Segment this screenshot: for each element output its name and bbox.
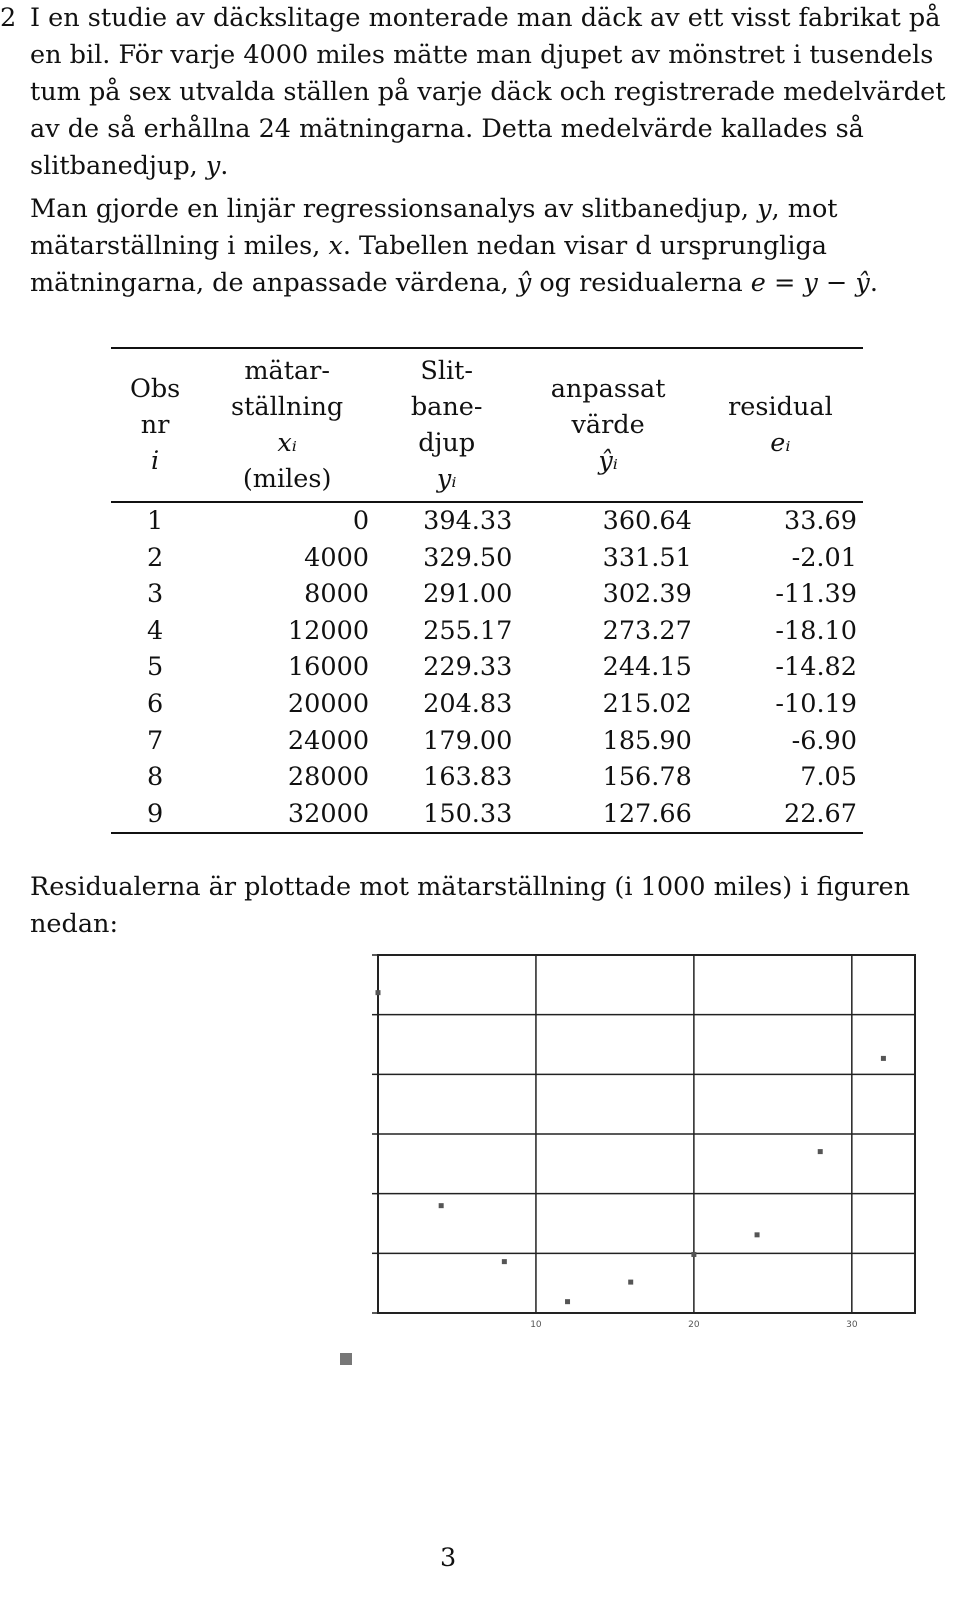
data-point (502, 1259, 507, 1264)
fitted-cell: 185.90 (602, 725, 692, 756)
table-row (111, 649, 863, 686)
table-row (111, 723, 863, 760)
header-obs: Obs nr i (129, 374, 181, 476)
problem-intro-paragraph: I en studie av däckslitage monterade man däck av ett visst fabrikat på en bil. För varje 4000 miles mätte man djupet av mönstret i tusendels tum på sex utvalda ställen på varje däck och registrerade medelvärdet av de så erhållna 24 mätningarna. Detta medelvärde kallades så slitbanedjup, y. (30, 3, 946, 181)
residual-cell: -2.01 (791, 542, 857, 573)
mileage-cell: 12000 (287, 615, 370, 646)
residual-cell: -11.39 (775, 579, 857, 610)
fitted-cell: 156.78 (602, 762, 692, 793)
data-point (691, 1252, 696, 1257)
fitted-cell: 244.15 (602, 652, 692, 683)
residual-cell: -18.10 (775, 615, 857, 646)
plot-intro-paragraph: Residualerna är plottade mot mätarställning (i 1000 miles) i figuren nedan: (30, 872, 911, 939)
mileage-cell: 32000 (287, 798, 370, 829)
data-point (376, 990, 381, 995)
tread-depth-cell: 291.00 (423, 579, 513, 610)
data-point (755, 1232, 760, 1237)
mileage-cell: 8000 (304, 579, 370, 610)
obs-cell: 8 (147, 762, 164, 793)
obs-cell: 3 (147, 579, 164, 610)
x-tick-label: 30 (846, 1320, 858, 1330)
tread-depth-cell: 150.33 (423, 798, 513, 829)
obs-cell: 1 (147, 506, 164, 536)
tread-depth-cell: 204.83 (423, 688, 513, 719)
table-header-row (111, 348, 863, 502)
header-tread-depth: Slit- bane- djup yᵢ (410, 356, 483, 494)
mileage-cell: 0 (352, 506, 370, 536)
question-number: 2 (0, 3, 17, 33)
header-residual: residual eᵢ (728, 392, 833, 458)
header-mileage: mätar- ställning xᵢ (miles) (231, 356, 344, 494)
table-row (111, 502, 863, 540)
x-tick-label: 10 (530, 1320, 542, 1330)
obs-cell: 9 (147, 798, 164, 829)
data-point (628, 1280, 633, 1285)
table-row (111, 540, 863, 577)
tread-depth-cell: 179.00 (423, 725, 513, 756)
mileage-cell: 4000 (304, 542, 370, 573)
data-point (439, 1203, 444, 1208)
obs-cell: 7 (147, 725, 164, 756)
regression-paragraph: Man gjorde en linjär regressionsanalys av slitbanedjup, y, mot mätarställning i miles, x. Tabellen nedan visar d ursprungliga mätningarna, de anpassade värdena, ŷ og residualerna e = y − ŷ. (30, 194, 878, 298)
mileage-cell: 20000 (287, 688, 370, 719)
tread-depth-cell: 329.50 (423, 542, 513, 573)
fitted-cell: 215.02 (602, 688, 692, 719)
residual-cell: 33.69 (783, 506, 857, 536)
residual-cell: 7.05 (800, 762, 857, 793)
residual-cell: -6.90 (791, 725, 857, 756)
header-fitted: anpassat värde ŷᵢ (550, 374, 666, 476)
fitted-cell: 360.64 (602, 506, 692, 536)
table-row (111, 686, 863, 723)
x-tick-label: 20 (688, 1320, 700, 1330)
fitted-cell: 331.51 (602, 542, 692, 573)
fitted-cell: 273.27 (602, 615, 692, 646)
obs-cell: 6 (147, 688, 164, 719)
regression-table (111, 347, 863, 834)
mileage-cell: 24000 (287, 725, 370, 756)
mileage-cell: 28000 (287, 762, 370, 793)
data-point (565, 1299, 570, 1304)
data-point (818, 1149, 823, 1154)
table-body (111, 502, 863, 833)
corner-mark (340, 1353, 352, 1365)
fitted-cell: 302.39 (602, 579, 692, 610)
tread-depth-cell: 163.83 (423, 762, 513, 793)
mileage-cell: 16000 (287, 652, 370, 683)
residual-cell: 22.67 (783, 798, 857, 829)
obs-cell: 2 (147, 542, 164, 573)
table-row (111, 576, 863, 613)
residual-plot (340, 945, 930, 1370)
obs-cell: 4 (147, 615, 164, 646)
table-row (111, 796, 863, 834)
page-number: 3 (440, 1543, 457, 1573)
obs-cell: 5 (147, 652, 164, 683)
fitted-cell: 127.66 (602, 798, 692, 829)
tread-depth-cell: 394.33 (423, 506, 513, 536)
table-row (111, 613, 863, 650)
tread-depth-cell: 229.33 (423, 652, 513, 683)
residual-cell: -14.82 (775, 652, 857, 683)
residual-cell: -10.19 (775, 688, 857, 719)
table-row (111, 759, 863, 796)
data-point (881, 1056, 886, 1061)
tread-depth-cell: 255.17 (423, 615, 513, 646)
